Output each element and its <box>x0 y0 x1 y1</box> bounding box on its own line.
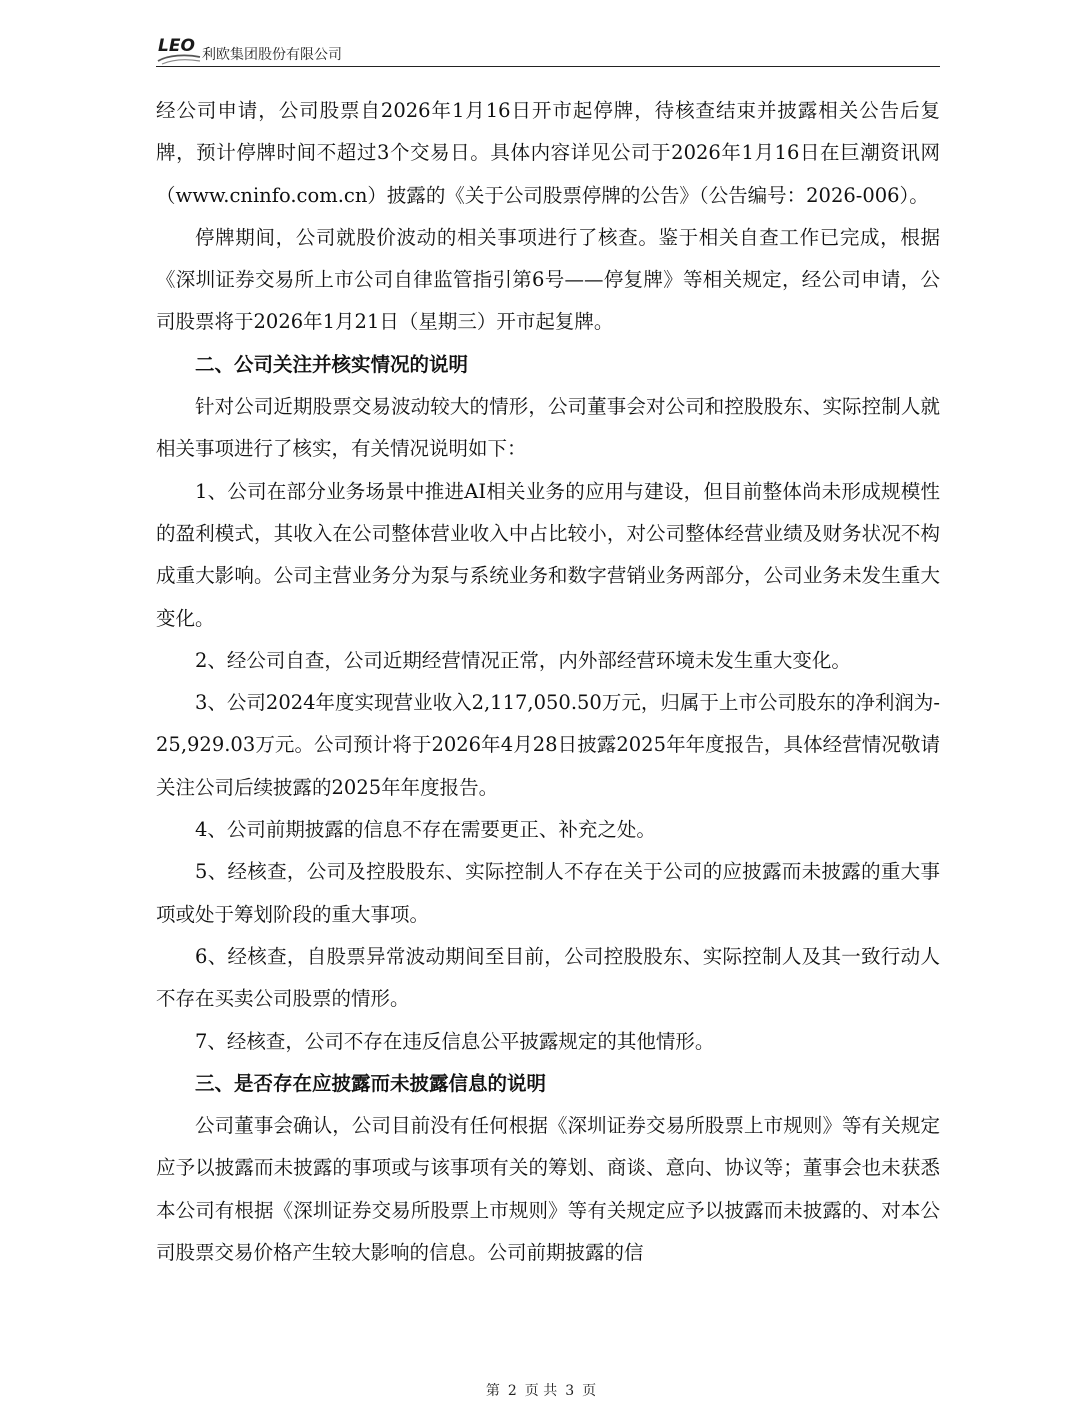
company-logo <box>156 34 202 66</box>
list-item-7: 7、经核查，公司不存在违反信息公平披露规定的其他情形。 <box>195 1029 715 1053</box>
footer-prefix: 第 <box>485 1383 500 1399</box>
section-3-paragraph: 公司董事会确认，公司目前没有任何根据《深圳证券交易所股票上市规则》等有关规定应予以披露而未披露的事项或与该事项有关的筹划、商谈、意向、协议等；董事会也未获悉本公司有根据《深圳证券交易所股票上市规则》等有关规定应予以披露而未披露的、对本公司股票交易价格产生较大影响的信息。公司前期披露的信 <box>156 1114 940 1265</box>
list-item-4: 4、公司前期披露的信息不存在需要更正、补充之处。 <box>195 818 656 842</box>
section-3-heading: 三、是否存在应披露而未披露信息的说明 <box>195 1071 547 1095</box>
page-header <box>156 32 940 68</box>
logo-swoosh-icon <box>156 34 202 66</box>
list-item-6: 6、经核查，自股票异常波动期间至目前，公司控股股东、实际控制人及其一致行动人不存在买卖公司股票的情形。 <box>156 944 940 1011</box>
continued-paragraph: 经公司申请，公司股票自2026年1月16日开市起停牌，待核查结束并披露相关公告后复牌，预计停牌时间不超过3个交易日。具体内容详见公司于2026年1月16日在巨潮资讯网（www.cninfo.com.cn）披露的《关于公司股票停牌的公告》（公告编号：2026-006）。 <box>156 99 940 207</box>
document-body <box>156 90 940 1274</box>
footer-total-pages: 3 <box>565 1383 575 1399</box>
header-divider <box>156 66 940 67</box>
page-footer <box>0 1380 1082 1400</box>
section-2-heading: 二、公司关注并核实情况的说明 <box>195 352 469 376</box>
list-item-5: 5、经核查，公司及控股股东、实际控制人不存在关于公司的应披露而未披露的重大事项或处于筹划阶段的重大事项。 <box>156 860 940 926</box>
list-item-3: 3、公司2024年度实现营业收入2,117,050.50万元，归属于上市公司股东的净利润为-25,929.03万元。公司预计将于2026年4月28日披露2025年年度报告，具体经营情况敬请关注公司后续披露的2025年年度报告。 <box>156 691 940 799</box>
footer-middle: 页 共 <box>524 1383 558 1399</box>
list-item-2: 2、经公司自查，公司近期经营情况正常，内外部经营环境未发生重大变化。 <box>195 648 851 672</box>
footer-page-number: 2 <box>507 1383 517 1399</box>
company-name: 利欧集团股份有限公司 <box>202 47 342 63</box>
resume-paragraph: 停牌期间，公司就股价波动的相关事项进行了核查。鉴于相关自查工作已完成，根据《深圳证券交易所上市公司自律监管指引第6号——停复牌》等相关规定，经公司申请，公司股票将于2026年1月21日（星期三）开市起复牌。 <box>156 225 940 334</box>
logo-text: LEO <box>158 36 195 56</box>
list-item-1: 1、公司在部分业务场景中推进AI相关业务的应用与建设，但目前整体尚未形成规模性的盈利模式，其收入在公司整体营业收入中占比较小，对公司整体经营业绩及财务状况不构成重大影响。公司主营业务分为泵与系统业务和数字营销业务两部分，公司业务未发生重大变化。 <box>156 479 940 630</box>
footer-suffix: 页 <box>582 1383 597 1399</box>
section-2-intro: 针对公司近期股票交易波动较大的情形，公司董事会对公司和控股股东、实际控制人就相关事项进行了核实，有关情况说明如下： <box>156 395 940 461</box>
